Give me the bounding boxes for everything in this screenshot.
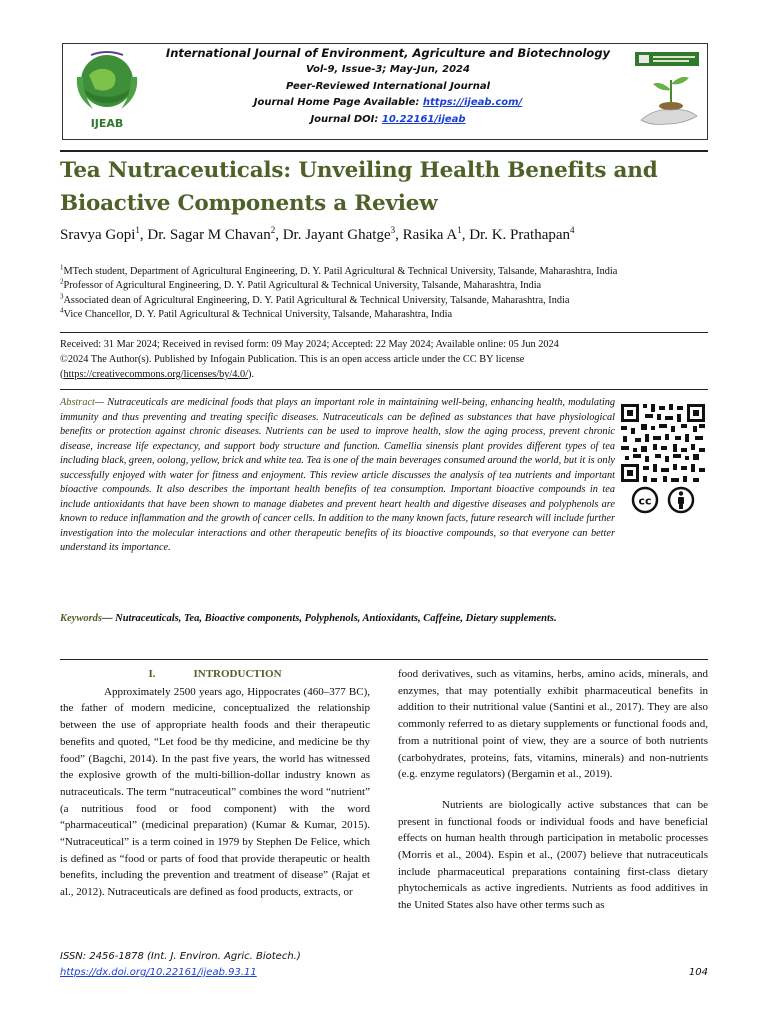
- keywords-label: Keywords: [60, 613, 102, 624]
- journal-logo-icon: [69, 47, 145, 135]
- page-footer: [60, 949, 708, 981]
- cc-by-license-icon[interactable]: [631, 486, 697, 514]
- section-heading: I. INTRODUCTION: [148, 668, 282, 680]
- journal-title: International Journal of Environment, Agriculture and Biotechnology: [165, 46, 611, 60]
- svg-text:IJEAB: IJEAB: [90, 117, 124, 130]
- qr-code-icon[interactable]: [619, 402, 707, 484]
- paragraph: food derivatives, such as vitamins, herbs, amino acids, minerals, and enzymes, that may potentially exhibit pharmaceutical benefits in addition to their nutritional value (Santini et al., 2017). They are also commonly referred to as dietary supplements or functional foods and, from a nutritional point of view, they are a source of both nutrients (carbohydrates, proteins, fats, vitamins, minerals) and non-nutrients (e.g. enzyme regulators) (Bergamin et al., 2019).: [398, 668, 708, 781]
- plant-in-hand-icon: [631, 50, 703, 134]
- affiliation: $^1$MTech student, Department of Agricultural Engineering, D. Y. Patil Agricultural & Technical University, Talsande, Maharashtra, India: [60, 263, 618, 277]
- svg-text:cc: cc: [638, 494, 652, 508]
- journal-doi-link[interactable]: 10.22161/ijeab: [381, 113, 466, 125]
- header-divider: [60, 150, 708, 152]
- body-column-left: [60, 666, 370, 901]
- keywords-text: — Nutraceuticals, Tea, Bioactive components, Polyphenols, Antioxidants, Caffeine, Dietary supplements.: [102, 613, 557, 624]
- license-link[interactable]: https://creativecommons.org/licenses/by/4.0/: [63, 368, 248, 380]
- publication-info: [60, 338, 559, 382]
- abstract: [60, 396, 615, 556]
- journal-volume: Vol-9, Issue-3; May-Jun, 2024: [306, 64, 470, 75]
- journal-header-text: [151, 45, 625, 128]
- home-page-link[interactable]: https://ijeab.com/: [422, 97, 523, 108]
- author: Dr. K. Prathapan$^4$: [469, 225, 575, 243]
- paragraph: Nutrients are biologically active substances that can be present in functional foods or individual foods and have beneficial effects on human health through participation in metabolic processes (Morris et al., 2004). Espin et al., (2007) believe that nutraceuticals include pharmaceutical preparations containing first-class dietary phytochemicals as active ingredients. Nutrients as food additives in the United States also have other terms such as: [398, 798, 708, 912]
- author: Dr. Jayant Ghatge$^3$,: [282, 225, 403, 243]
- copyright-notice: ©2024 The Author(s). Published by Infogain Publication. This is an open access article under the CC BY license: [60, 353, 525, 365]
- license-line: (https://creativecommons.org/licenses/by/4.0/).: [60, 368, 255, 380]
- paragraph: Approximately 2500 years ago, Hippocrates (460–377 BC), the father of modern medicine, conceptualized the relationship between the use of appropriate health foods and their therapeutic benefits and quoted, “Let food be thy medicine, and medicine be thy food” (Bagchi, 2014). In the past five years, the world has witnessed the explosive growth of the multi-billion-dollar industry known as nutraceuticals. The term “nutraceutical” combines the word “nutrient” (a nutritious food or food component) with the word “pharmaceutical” (medicinal preparation) (Kumar & Kumar, 2015). “Nutraceutical” is a term coined in 1979 by Stephen De Felice, which is defined as “food or parts of food that provide therapeutic or health benefits, including the prevention and treatment of disease” (Rajat et al., 2012). Nutraceuticals are defined as food products, extracts, or: [60, 685, 370, 899]
- info-divider: [60, 389, 708, 390]
- article-doi-link[interactable]: https://dx.doi.org/10.22161/ijeab.93.11: [60, 967, 257, 978]
- article-title: Tea Nutraceuticals: Unveiling Health Benefits and Bioactive Components a Review: [60, 158, 658, 216]
- peer-reviewed-label: Peer-Reviewed International Journal: [285, 80, 491, 92]
- keywords: [60, 611, 615, 626]
- abstract-divider: [60, 659, 708, 660]
- abstract-label: Abstract: [60, 397, 95, 408]
- affiliation-divider: [60, 332, 708, 333]
- affiliation: $^3$Associated dean of Agricultural Engineering, D. Y. Patil Agricultural & Technical University, Talsande, Maharashtra, India: [60, 292, 570, 306]
- journal-doi-line: Journal DOI: 10.22161/ijeab: [310, 113, 466, 125]
- home-page-line: Journal Home Page Available: https://ijeab.com/: [253, 97, 523, 108]
- affiliation: $^4$Vice Chancellor, D. Y. Patil Agricultural & Technical University, Talsande, Maharashtra, India: [60, 306, 453, 321]
- affiliation-list: [60, 265, 617, 323]
- affiliation: $^2$Professor of Agricultural Engineering, D. Y. Patil Agricultural & Technical University, Talsande, Maharashtra, India: [60, 277, 542, 292]
- author: Dr. Sagar M Chavan$^2$,: [147, 225, 283, 243]
- body-column-right: [398, 666, 708, 914]
- journal-header: [62, 43, 708, 140]
- abstract-text: — Nutraceuticals are medicinal foods that plays an important role in maintaining well-being, enhancing health, modulating immunity and thus preventing and treating specific diseases. Nutraceuticals can be defined as substances that have physiological benefits or protection against chronic diseases. Nutrients can be used to improve health, slow the aging process, prevent chronic disease, increase life expectancy, and support body structure and function. Camellia sinensis plant provides different types of tea including black, green, oolong, yellow, brick and white tea. Tea is one of the main beverages consumed around the world, but it is only successfully enjoyed with water for fitness and enjoyment. This review article discusses the analysis of tea nutrients and important bioactive compounds. It also describes the important health benefits of tea consumption. Important bioactive compounds in tea include antioxidants that have been shown to manage diabetes and prevent heart health and digestive diseases and polyphenols are known to reduce inflammation and the growth of cancer cells. In addition to the many known facts, future research will include further investigation into the molecular interactions and other therapeutic benefits of its bioactive compounds, so that everyone can better understand its importance.: [60, 397, 615, 553]
- author: Sravya Gopi$^1$,: [60, 225, 148, 243]
- page-number: 104: [688, 967, 708, 978]
- article-dates: Received: 31 Mar 2024; Received in revised form: 09 May 2024; Accepted: 22 May 2024; Available online: 05 Jun 2024: [60, 339, 559, 350]
- author: Rasika $A^1$,: [402, 225, 470, 243]
- issn-line: ISSN: 2456-1878 (Int. J. Environ. Agric. Biotech.): [60, 951, 301, 962]
- author-list: [60, 225, 575, 245]
